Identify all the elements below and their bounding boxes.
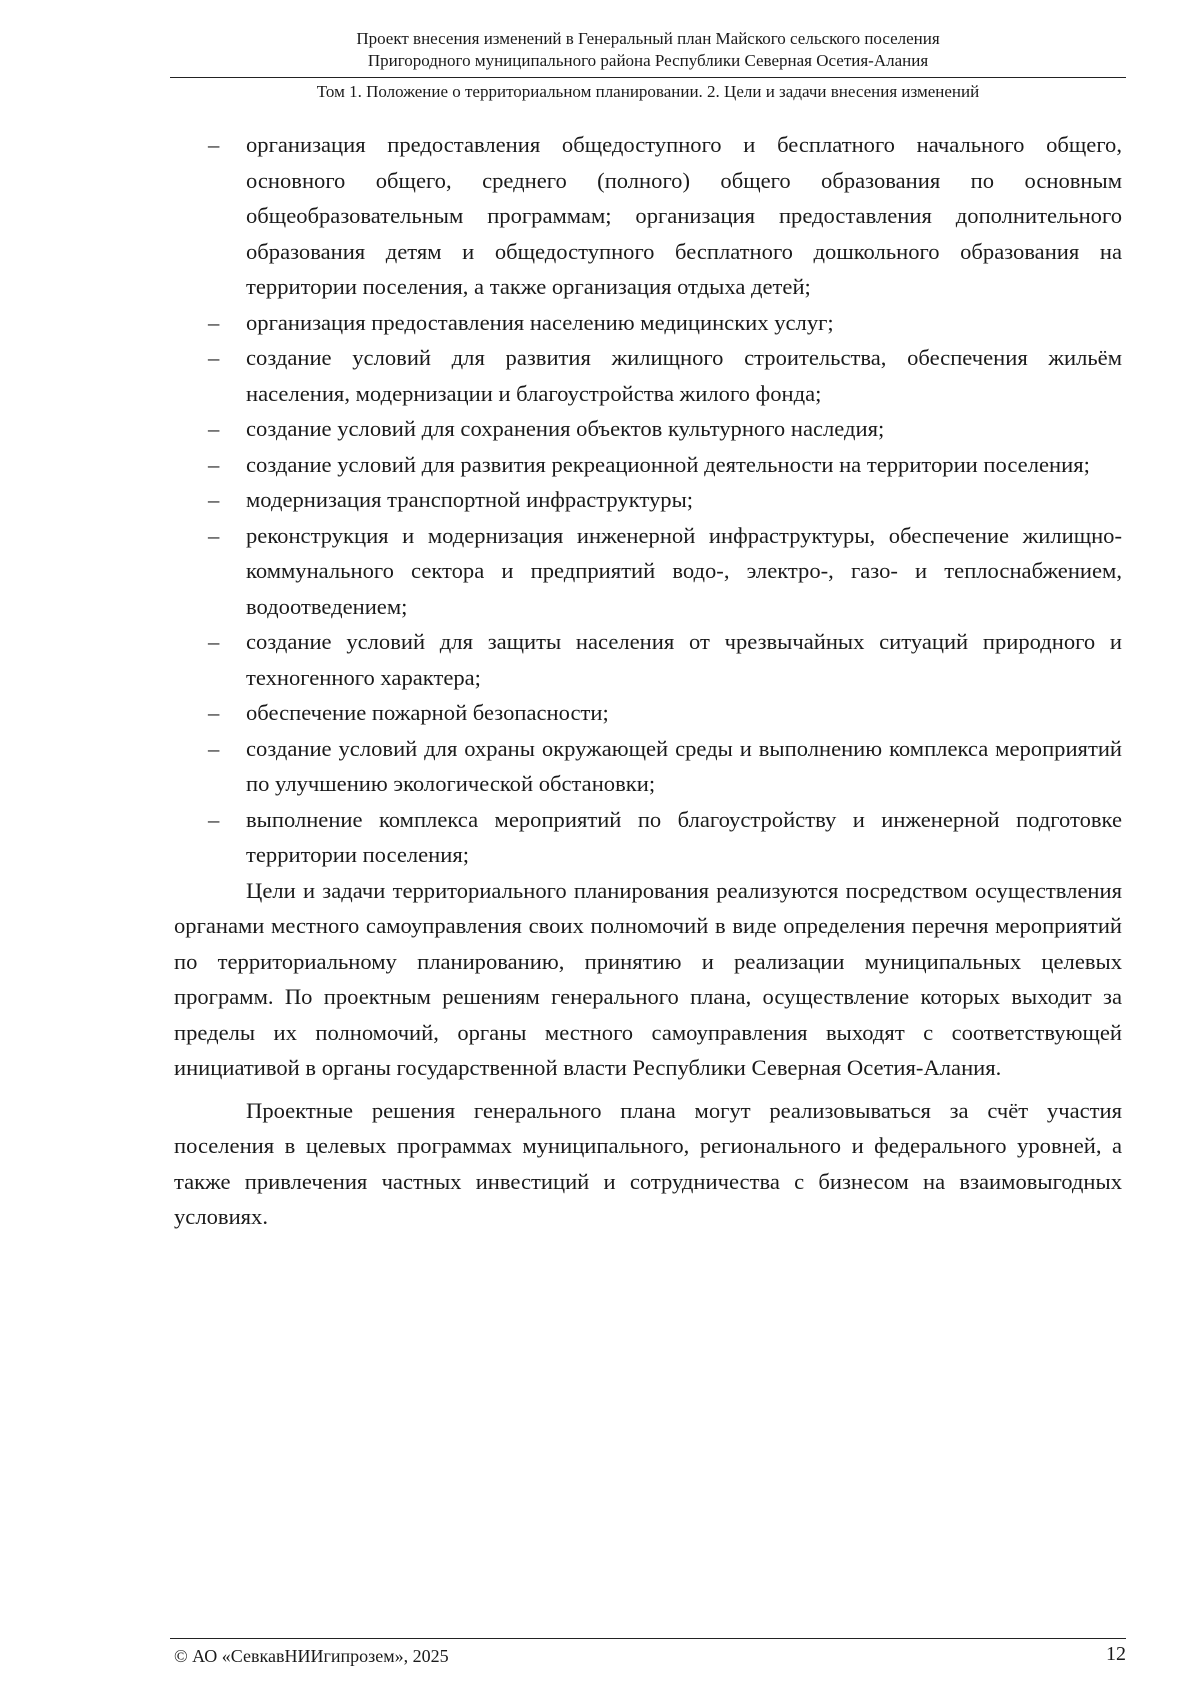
dash-marker: – bbox=[208, 451, 220, 477]
body-paragraph-implementation: Цели и задачи территориального планирования реализуются посредством осуществления органами местного самоуправления своих полномочий в виде определения перечня мероприятий по территориальному планированию, принятию и реализации муниципальных целевых программ. По проектным решениям генерального плана, осуществление которых выходит за пределы их полномочий, органы местного самоуправления выходят с соответствующей инициативой в органы государственной власти Республики Северная Осетия-Алания. bbox=[174, 877, 1122, 1080]
list-item bbox=[174, 340, 1122, 411]
list-item-text: создание условий для защиты населения от чрезвычайных ситуаций природного и техногенного характера; bbox=[246, 629, 1122, 690]
list-item bbox=[174, 447, 1122, 483]
list-item bbox=[174, 695, 1122, 731]
list-item bbox=[174, 127, 1122, 305]
body-paragraph-funding: Проектные решения генерального плана могут реализовываться за счёт участия поселения в целевых программах муниципального, регионального и федерального уровней, а также привлечения частных инвестиций и сотрудничества с бизнесом на взаимовыгодных условиях. bbox=[174, 1097, 1122, 1229]
list-item bbox=[174, 624, 1122, 695]
dash-marker: – bbox=[208, 345, 220, 370]
list-item-text: создание условий для развития рекреационной деятельности на территории поселения; bbox=[246, 451, 1090, 477]
list-item bbox=[174, 802, 1122, 873]
list-item bbox=[174, 731, 1122, 802]
list-item-text: организация предоставления населению медицинских услуг; bbox=[246, 309, 834, 335]
list-item bbox=[174, 482, 1122, 518]
header-line-1: Проект внесения изменений в Генеральный план Майского сельского поселения bbox=[356, 29, 940, 48]
list-item-text: создание условий для охраны окружающей среды и выполнению комплекса мероприятий по улучшению экологической обстановки; bbox=[246, 735, 1122, 796]
dash-marker: – bbox=[208, 629, 220, 654]
list-item-text: создание условий для развития жилищного строительства, обеспечения жильём населения, модернизации и благоустройства жилого фонда; bbox=[246, 345, 1122, 406]
header-line-2: Пригородного муниципального района Республики Северная Осетия-Алания bbox=[367, 51, 929, 70]
list-item bbox=[174, 411, 1122, 447]
list-item-text: модернизация транспортной инфраструктуры; bbox=[246, 487, 694, 512]
list-item bbox=[174, 518, 1122, 625]
header-divider bbox=[170, 77, 1126, 78]
header-subtitle: Том 1. Положение о территориальном планировании. 2. Цели и задачи внесения изменений bbox=[316, 82, 980, 101]
dash-marker: – bbox=[208, 522, 220, 548]
list-item-text: обеспечение пожарной безопасности; bbox=[246, 700, 609, 725]
page-body bbox=[174, 127, 1122, 1235]
list-item-text: создание условий для сохранения объектов культурного наследия; bbox=[246, 416, 885, 441]
list-item-text: реконструкция и модернизация инженерной инфраструктуры, обеспечение жилищно-коммунального сектора и предприятий водо-, электро-, газо- и теплоснабжением, водоотведением; bbox=[246, 522, 1122, 619]
page-number: 12 bbox=[1106, 1643, 1126, 1665]
footer-copyright: © АО «СевкавНИИгипрозем», 2025 bbox=[174, 1646, 449, 1666]
dash-marker: – bbox=[208, 735, 220, 761]
dash-marker: – bbox=[208, 132, 220, 157]
list-item-text: организация предоставления общедоступного и бесплатного начального общего, основного общего, среднего (полного) общего образования по основным общеобразовательным программам; организация предоставления дополнительного образования детям и общедоступного бесплатного дошкольного образования на территории поселения, а также организация отдыха детей; bbox=[246, 132, 1122, 299]
running-header bbox=[170, 28, 1126, 72]
footer-divider bbox=[170, 1638, 1126, 1639]
goals-list bbox=[174, 127, 1122, 873]
dash-marker: – bbox=[208, 700, 220, 725]
dash-marker: – bbox=[208, 416, 220, 441]
dash-marker: – bbox=[208, 487, 220, 512]
list-item-text: выполнение комплекса мероприятий по благоустройству и инженерной подготовке территории поселения; bbox=[246, 806, 1122, 867]
list-item bbox=[174, 305, 1122, 341]
dash-marker: – bbox=[208, 309, 220, 335]
dash-marker: – bbox=[208, 806, 220, 832]
